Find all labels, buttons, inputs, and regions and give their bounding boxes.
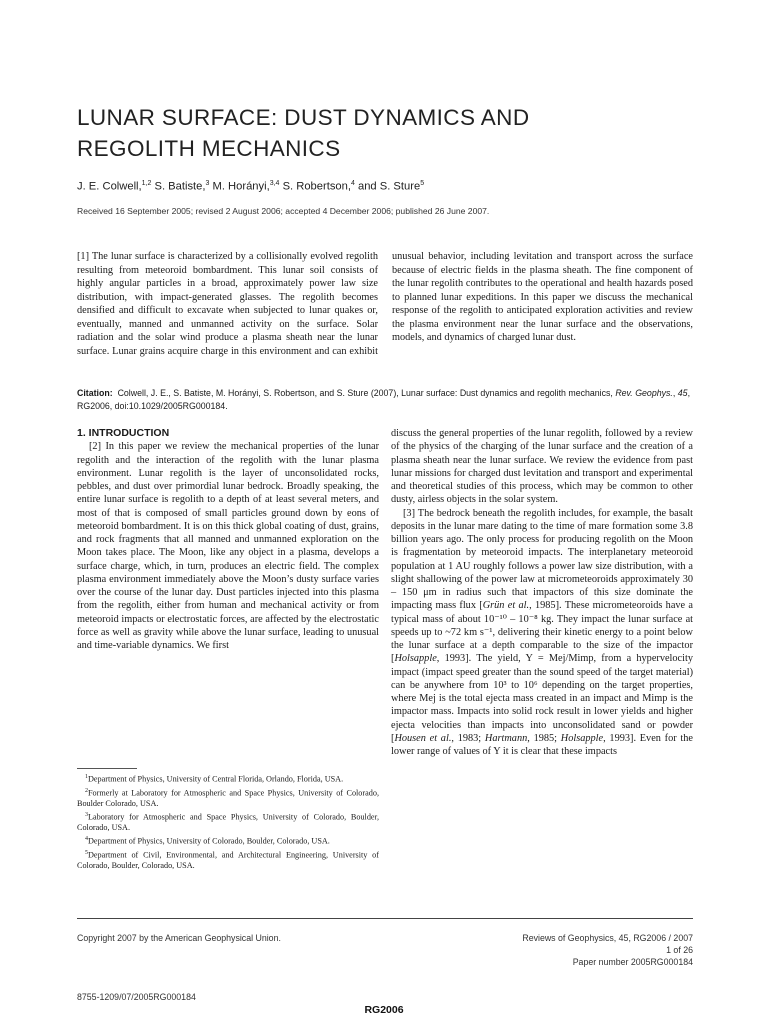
citation-volume: 45	[677, 388, 688, 398]
footnote	[77, 772, 379, 786]
paragraph-text: , 1993]. The yield, Y = Mej/Mimp, from a hypervelocity impact (impact speed greater than the sound speed of the target material) can be anywhere from 10³ to 10⁶ depending on the target properties, where Mej is the total ejecta mass created in an impact and Mimp is the impactor mass. Impacts into solid rock result in lower yields and higher ejecta velocities than impacts into unconsolidated sand or powder [	[391, 653, 693, 744]
body-column-right	[391, 427, 693, 758]
reference-link: Hartmann	[484, 732, 528, 744]
paragraph-text: , 1985]. These micrometeoroids have a typical mass of about 10⁻¹⁰ – 10⁻⁸ kg. They impact the lunar surface at speeds up to ~72 km s⁻¹, delivering their kinetic energy to a point below the lunar surface at a depth comparable to the size of the impactor [	[391, 600, 693, 665]
author-affiliation: 3,4	[269, 180, 280, 187]
reference-link: Holsapple	[394, 653, 437, 665]
footer-divider	[77, 918, 693, 919]
paragraph-3	[391, 507, 693, 759]
author-name: M. Horányi,	[212, 180, 270, 193]
footnote-text: Department of Civil, Environmental, and Architectural Engineering, University of Colorado, Boulder, Colorado, USA.	[77, 850, 379, 871]
author-name: and S. Sture	[357, 180, 421, 193]
author-affiliation: 3	[205, 180, 210, 187]
copyright-notice: Copyright 2007 by the American Geophysical Union.	[77, 933, 281, 943]
article-code: 8755-1209/07/2005RG000184	[77, 992, 196, 1002]
footnote-divider	[77, 768, 137, 769]
paragraph-2-continued: discuss the general properties of the lunar regolith, followed by a review of the physics of the charging of the lunar surface and the creation of a plasma sheath near the lunar surface. We review the evidence from past lunar missions for charged dust levitation and transport and experimental and theoretical studies of this process, which may be common to other dusty, airless objects in the solar system.	[391, 428, 693, 506]
journal-info	[522, 932, 693, 968]
footnote	[77, 848, 379, 872]
reference-link: Grün et al.	[482, 600, 530, 612]
author-affiliation: 1,2	[141, 180, 152, 187]
footnote	[77, 834, 379, 848]
paragraph-text: In this paper we review the mechanical properties of the lunar regolith and the interaction of the regolith with the lunar plasma environment. Lunar regolith is the layer of unconsolidated rocks, pebbles, and dust over primordial lunar bedrock. Broadly speaking, the entire lunar surface is regolith to a depth of at least several meters, and most of that is composed of small particles ground down by eons of meteoroid bombardment. It is on this thick global coating of dust, grains, and rock fragments that all manned and unmanned exploration on the Moon takes place. The Moon, like any object in a plasma, develops a surface charge, which, in turn, produces an electric field. The complex plasma environment immediately above the Moon’s dusty surface varies over the course of the lunar day. Dust particles injected into this plasma from the regolith, either from human and mechanical activity or from meteoroid impacts or electrostatic forces, are affected by the electrostatic force as well as gravity while above the lunar surface, leading to unusual and time-variable dynamics. We first	[77, 441, 380, 651]
footnote-text: Formerly at Laboratory for Atmospheric and Space Physics, University of Colorado, Boulder Colorado, USA.	[77, 788, 379, 809]
abstract-text: The lunar surface is characterized by a collisionally evolved regolith resulting from meteoroid bombardment. This lunar soil consists of highly angular particles in a broad, approximately power law size distribution, with impact-generated glasses. The regolith becomes densified and difficult to excavate when subjected to lunar quakes or, eventually, manned and unmanned activity on the surface. Solar radiation and the solar wind produce a plasma sheath near the lunar surface. Lunar grains acquire charge in this environment and can exhibit unusual behavior, including levitation and transport across the surface because of electric fields in the plasma sheath. The fine component of the lunar regolith contributes to the operational and health hazards posed to planned lunar expeditions. In this paper we discuss the mechanical response of the regolith to anticipated exploration activities and review the plasma environment near the lunar surface and the observations, models, and dynamics of charged lunar dust.	[77, 251, 693, 357]
footnote-number: 5	[85, 849, 88, 856]
abstract	[77, 250, 693, 358]
citation-sep: ,	[672, 388, 676, 398]
author-name: S. Batiste,	[154, 180, 206, 193]
body-column-left	[77, 427, 379, 652]
author-affiliation: 4	[350, 180, 355, 187]
para-number: [1]	[77, 251, 90, 262]
footnote-number: 2	[85, 787, 88, 794]
paragraph-text: , 1993]. Even for the lower range of values of Y it is clear that these impacts	[391, 732, 693, 757]
footnote-number: 4	[85, 836, 88, 843]
citation-journal: Rev. Geophys.	[615, 388, 673, 398]
footnote-number: 3	[85, 811, 88, 818]
affiliation-footnotes	[77, 772, 379, 872]
para-number: [2]	[89, 441, 102, 453]
author-name: S. Robertson,	[282, 180, 351, 193]
footnote-text: Department of Physics, University of Central Florida, Orlando, Florida, USA.	[88, 774, 344, 784]
paragraph-text: The bedrock beneath the regolith includes, for example, the basalt deposits in the lunar mare dating to the time of mare formation some 3.8 billion years ago. The only process for producing regolith on the Moon is fragmentation by meteoroid impacts. The interplanetary meteoroid population at 1 AU roughly follows a power law size distribution, with a slight shallowing of the power law at micrometeoroids approximately 30 – 150 μm in radius such that impactors of this size dominate the impacting mass flux [	[391, 507, 693, 612]
footnote-text: Laboratory for Atmospheric and Space Physics, University of Colorado, Boulder, Colorado, USA.	[77, 812, 379, 833]
article-title	[77, 102, 717, 164]
received-dates: Received 16 September 2005; revised 2 August 2006; accepted 4 December 2006; published 26 June 2007.	[77, 206, 490, 216]
article-id: RG2006	[364, 1004, 404, 1016]
paper-number: Paper number 2005RG000184	[572, 957, 693, 967]
section-heading: 1. INTRODUCTION	[77, 427, 170, 439]
title-line-2: REGOLITH MECHANICS	[77, 136, 341, 161]
paragraph-2	[77, 440, 379, 652]
para-number: [3]	[403, 507, 416, 519]
citation-label: Citation:	[77, 388, 113, 398]
author-list	[77, 180, 717, 193]
footnote-text: Department of Physics, University of Colorado, Boulder, Colorado, USA.	[88, 836, 330, 846]
footnote-number: 1	[85, 774, 88, 780]
paragraph-text: , 1983;	[451, 732, 485, 744]
journal-name: Reviews of Geophysics, 45, RG2006 / 2007	[522, 933, 693, 943]
footnote	[77, 786, 379, 810]
footnote	[77, 810, 379, 834]
paragraph-text: , 1985;	[527, 732, 561, 744]
title-line-1: LUNAR SURFACE: DUST DYNAMICS AND	[77, 105, 530, 130]
author-affiliation: 5	[420, 180, 425, 187]
citation	[77, 387, 693, 413]
reference-link: Holsapple	[560, 732, 604, 744]
citation-text: Colwell, J. E., S. Batiste, M. Horányi, S. Robertson, and S. Sture (2007), Lunar surface: Dust dynamics and regolith mechanics,	[117, 388, 613, 398]
author-name: J. E. Colwell,	[77, 180, 142, 193]
reference-link: Housen et al.	[394, 732, 452, 744]
page-count: 1 of 26	[666, 945, 693, 955]
citation-text-end: , RG2006, doi:10.1029/2005RG000184.	[77, 388, 691, 411]
